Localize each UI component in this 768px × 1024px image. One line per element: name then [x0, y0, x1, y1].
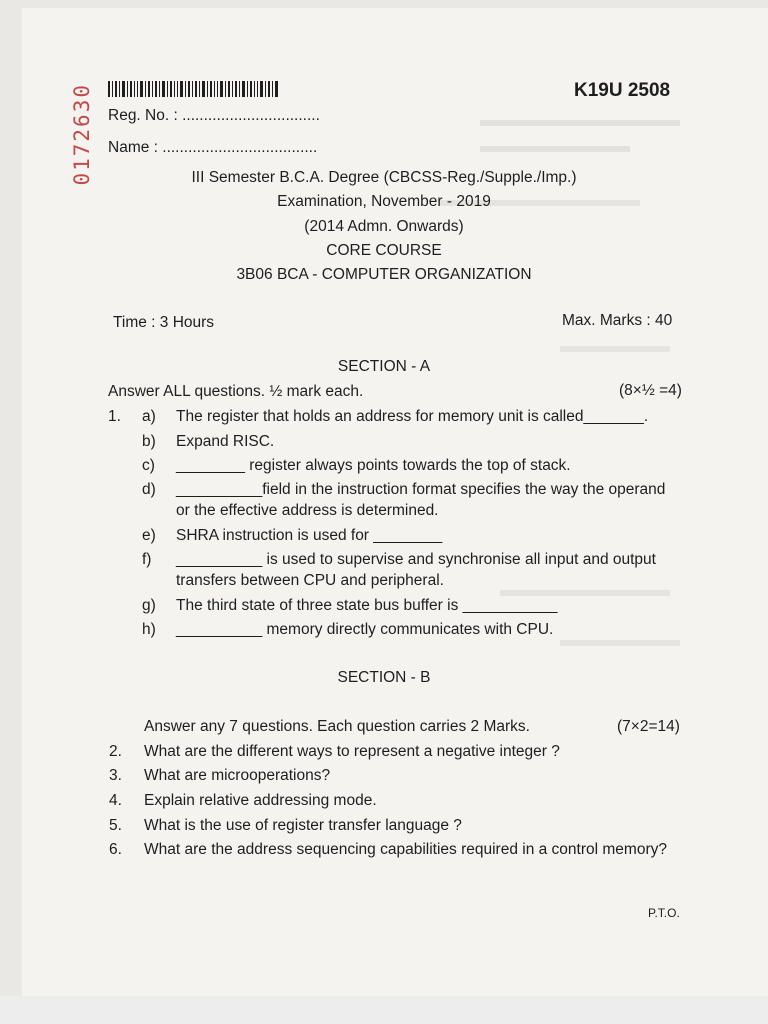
- serial-number: 0172630: [70, 83, 94, 186]
- max-marks: Max. Marks : 40: [562, 312, 673, 329]
- item-text: Expand RISC.: [176, 433, 275, 450]
- item-label: e): [142, 527, 156, 544]
- item-label: c): [142, 457, 155, 474]
- section-a-title: SECTION - A: [337, 358, 431, 375]
- exam-title-line-1: III Semester B.C.A. Degree (CBCSS-Reg./Supple./Imp.): [191, 169, 577, 186]
- item-text: ________ register always points towards the top of stack.: [176, 457, 571, 474]
- question-text: What are microoperations?: [144, 767, 331, 784]
- item-text: The register that holds an address for memory unit is called_______.: [176, 408, 649, 425]
- question-number: 4.: [109, 792, 122, 809]
- item-label: b): [142, 433, 156, 450]
- item-text: The third state of three state bus buffer is ___________: [176, 597, 558, 614]
- question-number: 6.: [109, 841, 122, 858]
- section-a-marks: (8×½ =4): [619, 382, 682, 399]
- section-a-instruction: Answer ALL questions. ½ mark each.: [108, 383, 364, 400]
- exam-title-line-2: Examination, November - 2019: [277, 193, 491, 210]
- item-text: SHRA instruction is used for ________: [176, 527, 443, 544]
- pto-note: P.T.O.: [648, 906, 680, 920]
- question-number: 1.: [108, 408, 121, 425]
- section-b-instruction: Answer any 7 questions. Each question carries 2 Marks.: [144, 718, 530, 735]
- item-text: __________ is used to supervise and synchronise all input and output: [176, 551, 656, 568]
- item-text: __________ memory directly communicates with CPU.: [176, 621, 554, 638]
- name-field: Name : ....................................: [108, 139, 318, 156]
- item-label: d): [142, 481, 156, 498]
- question-number: 3.: [109, 767, 122, 784]
- question-text: Explain relative addressing mode.: [144, 792, 377, 809]
- exam-title-line-5: 3B06 BCA - COMPUTER ORGANIZATION: [236, 266, 532, 283]
- reg-no-field: Reg. No. : ................................: [108, 107, 320, 124]
- item-label: g): [142, 597, 156, 614]
- page-bottom-band: [0, 996, 768, 1024]
- question-text: What is the use of register transfer language ?: [144, 817, 462, 834]
- section-b-title: SECTION - B: [337, 669, 431, 686]
- question-number: 5.: [109, 817, 122, 834]
- item-text-continued: or the effective address is determined.: [176, 502, 439, 519]
- question-paper-code: K19U 2508: [574, 80, 671, 101]
- exam-title-line-3: (2014 Admn. Onwards): [304, 218, 464, 235]
- question-text: What are the address sequencing capabilities required in a control memory?: [144, 841, 667, 858]
- question-text: What are the different ways to represent a negative integer ?: [144, 743, 560, 760]
- item-text-continued: transfers between CPU and peripheral.: [176, 572, 444, 589]
- exam-title-line-4: CORE COURSE: [326, 242, 442, 259]
- item-label: a): [142, 408, 156, 425]
- section-b-marks: (7×2=14): [617, 718, 680, 735]
- time-allowed: Time : 3 Hours: [113, 314, 215, 331]
- item-label: f): [142, 551, 152, 568]
- question-number: 2.: [109, 743, 122, 760]
- item-text: __________field in the instruction format specifies the way the operand: [176, 481, 666, 498]
- item-label: h): [142, 621, 156, 638]
- barcode-icon: [108, 81, 278, 97]
